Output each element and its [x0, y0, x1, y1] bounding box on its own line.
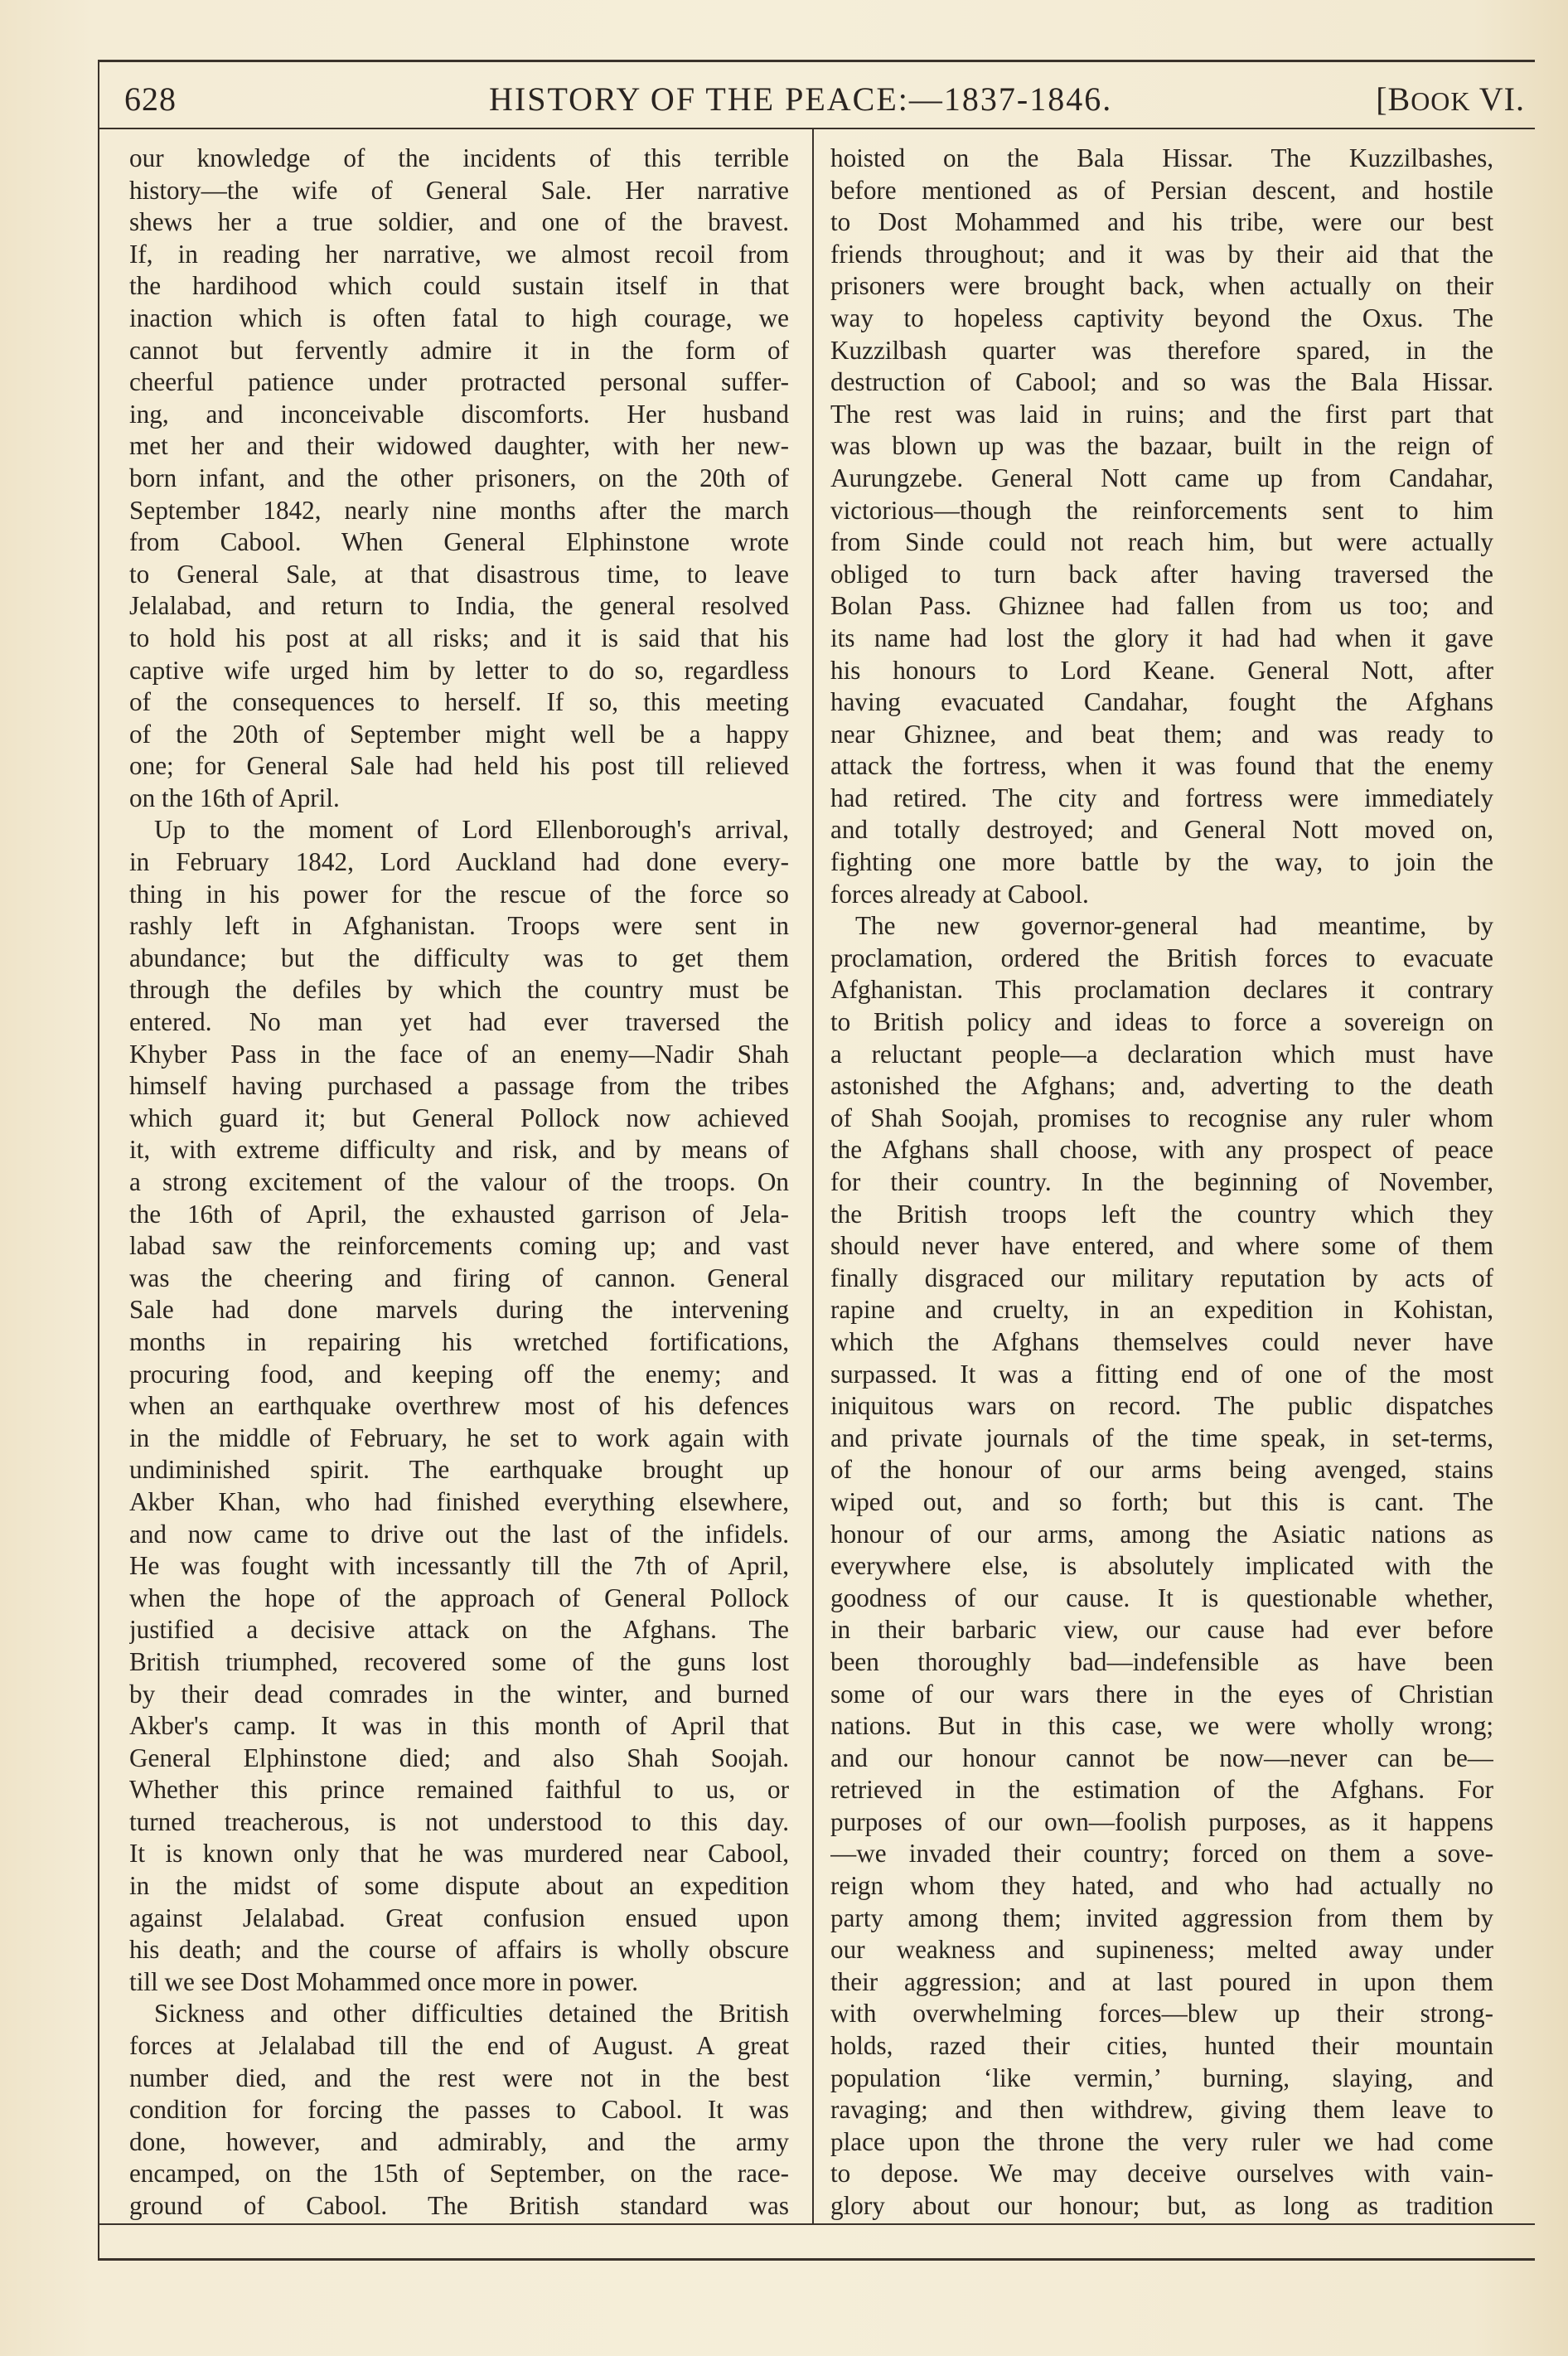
text-line: had retired. The city and fortress were immediately [830, 783, 1493, 812]
text-line: Sickness and other difficulties detained the British [154, 1999, 789, 2029]
text-line: prisoners were brought back, when actually on their [830, 271, 1493, 301]
text-line: Jelalabad, and return to India, the general resolved [129, 591, 789, 621]
text-line: finally disgraced our military reputation by acts of [830, 1263, 1493, 1292]
text-line: in the midst of some dispute about an expedition [129, 1871, 789, 1901]
text-line: forces at Jelalabad till the end of August. A great [129, 2031, 789, 2061]
text-line: having evacuated Candahar, fought the Afghans [830, 687, 1493, 717]
text-line: was blown up was the bazaar, built in the reign of [830, 431, 1493, 461]
text-line: obliged to turn back after having traversed the [830, 559, 1493, 589]
text-line: surpassed. It was a fitting end of one of the most [830, 1359, 1493, 1389]
text-line: ravaging; and then withdrew, giving them leave to [830, 2095, 1493, 2125]
text-line: which the Afghans themselves could never have [830, 1326, 1493, 1356]
text-line: reign whom they hated, and who had actually no [830, 1871, 1493, 1901]
text-line: some of our wars there in the eyes of Christian [830, 1679, 1493, 1709]
text-line: ground of Cabool. The British standard was [129, 2191, 789, 2220]
text-line: attack the fortress, when it was found that the enemy [830, 751, 1493, 781]
top-border-rule [98, 60, 1535, 62]
text-line: the 16th of April, the exhausted garrison of Jela- [129, 1199, 789, 1229]
text-line: our weakness and supineness; melted away under [830, 1935, 1493, 1965]
text-line: procuring food, and keeping off the enemy; and [129, 1359, 789, 1389]
text-line: The rest was laid in ruins; and the first part that [830, 399, 1493, 429]
text-line: General Elphinstone died; and also Shah Soojah. [129, 1743, 789, 1772]
text-line: iniquitous wars on record. The public dispatches [830, 1391, 1493, 1421]
running-head [124, 80, 1525, 121]
text-line: Afghanistan. This proclamation declares it contrary [830, 975, 1493, 1005]
text-line: of the 20th of September might well be a happy [129, 719, 789, 749]
text-line: done, however, and admirably, and the army [129, 2126, 789, 2156]
text-line: of the consequences to herself. If so, this meeting [129, 687, 789, 717]
text-line: of the honour of our arms being avenged, stains [830, 1455, 1493, 1485]
text-line: The new governor-general had meantime, by [855, 911, 1493, 941]
text-line: the hardihood which could sustain itself in that [129, 271, 789, 301]
text-line: encamped, on the 15th of September, on the race- [129, 2159, 789, 2189]
running-title: HISTORY OF THE PEACE:—1837-1846. [489, 80, 1113, 118]
text-line: rashly left in Afghanistan. Troops were sent in [129, 911, 789, 941]
text-line: Sale had done marvels during the intervening [129, 1295, 789, 1325]
text-line: Bolan Pass. Ghiznee had fallen from us too; and [830, 591, 1493, 621]
text-line: Akber Khan, who had finished everything elsewhere, [129, 1486, 789, 1516]
text-line: to British policy and ideas to force a sovereign on [830, 1007, 1493, 1037]
text-line: British triumphed, recovered some of the guns lost [129, 1646, 789, 1676]
text-line: history—the wife of General Sale. Her narrative [129, 175, 789, 205]
text-line: in February 1842, Lord Auckland had done every- [129, 847, 789, 877]
text-line: through the defiles by which the country must be [129, 975, 789, 1005]
text-line: entered. No man yet had ever traversed the [129, 1007, 789, 1037]
text-line: with overwhelming forces—blew up their strong- [830, 1999, 1493, 2029]
text-line: inaction which is often fatal to high courage, we [129, 303, 789, 332]
text-line: from Sinde could not reach him, but were actually [830, 527, 1493, 557]
header-rule [99, 128, 1535, 129]
text-line: undiminished spirit. The earthquake brought up [129, 1455, 789, 1485]
text-line: forces already at Cabool. [830, 879, 1089, 909]
text-line: friends throughout; and it was by their aid that the [830, 239, 1493, 269]
text-line: Akber's camp. It was in this month of April that [129, 1711, 789, 1741]
text-line: place upon the throne the very ruler we had come [830, 2126, 1493, 2156]
text-line: to depose. We may deceive ourselves with vain- [830, 2159, 1493, 2189]
bottom-inner-rule [99, 2223, 1535, 2225]
text-line: born infant, and the other prisoners, on the 20th of [129, 463, 789, 492]
text-line: months in repairing his wretched fortifications, [129, 1326, 789, 1356]
text-line: way to hopeless captivity beyond the Oxus. The [830, 303, 1493, 332]
text-line: everywhere else, is absolutely implicated with the [830, 1551, 1493, 1581]
text-line: to hold his post at all risks; and it is said that his [129, 623, 789, 652]
text-line: Whether this prince remained faithful to us, or [129, 1775, 789, 1805]
text-line: of Shah Soojah, promises to recognise any ruler whom [830, 1103, 1493, 1132]
text-line: himself having purchased a passage from the tribes [129, 1071, 789, 1101]
text-line: justified a decisive attack on the Afghans. The [129, 1615, 789, 1645]
text-line: its name had lost the glory it had had when it gave [830, 623, 1493, 652]
book-label-number: VI. [1470, 80, 1525, 118]
text-line: when the hope of the approach of General Pollock [129, 1583, 789, 1612]
text-line: to Dost Mohammed and his tribe, were our best [830, 207, 1493, 237]
text-line: one; for General Sale had held his post till relieved [129, 751, 789, 781]
text-line: cannot but fervently admire it in the form of [129, 335, 789, 365]
left-border-rule [98, 60, 99, 2261]
text-line: astonished the Afghans; and, adverting to the death [830, 1071, 1493, 1101]
book-label [1376, 80, 1525, 119]
text-line: If, in reading her narrative, we almost recoil from [129, 239, 789, 269]
text-line: turned treacherous, is not understood to this day. [129, 1806, 789, 1836]
text-line: by their dead comrades in the winter, and burned [129, 1679, 789, 1709]
text-line: destruction of Cabool; and so was the Bala Hissar. [830, 367, 1493, 397]
text-line: He was fought with incessantly till the 7th of April, [129, 1551, 789, 1581]
book-label-smallcaps: OOK [1411, 86, 1471, 116]
text-line: before mentioned as of Persian descent, and hostile [830, 175, 1493, 205]
text-line: and now came to drive out the last of the infidels. [129, 1519, 789, 1549]
text-line: their aggression; and at last poured in upon them [830, 1966, 1493, 1996]
text-line: against Jelalabad. Great confusion ensued upon [129, 1903, 789, 1932]
text-line: in the middle of February, he set to work again with [129, 1423, 789, 1452]
text-line: met her and their widowed daughter, with her new- [129, 431, 789, 461]
text-line: his death; and the course of affairs is wholly obscure [129, 1935, 789, 1965]
text-line: our knowledge of the incidents of this terrible [129, 143, 789, 172]
text-line: when an earthquake overthrew most of his defences [129, 1391, 789, 1421]
text-line: for their country. In the beginning of November, [830, 1167, 1493, 1196]
text-line: should never have entered, and where some of them [830, 1231, 1493, 1261]
bottom-border-rule [98, 2258, 1535, 2261]
text-line: captive wife urged him by letter to do so, regardless [129, 655, 789, 685]
text-line: been thoroughly bad—indefensible as have been [830, 1646, 1493, 1676]
page-number: 628 [124, 80, 177, 118]
text-line: labad saw the reinforcements coming up; and vast [129, 1231, 789, 1261]
text-line: the Afghans shall choose, with any prospect of peace [830, 1135, 1493, 1165]
text-line: —we invaded their country; forced on them a sove- [830, 1839, 1493, 1869]
text-line: party among them; invited aggression from them by [830, 1903, 1493, 1932]
text-line: rapine and cruelty, in an expedition in Kohistan, [830, 1295, 1493, 1325]
text-line: September 1842, nearly nine months after the march [129, 495, 789, 525]
text-line: it, with extreme difficulty and risk, and by means of [129, 1135, 789, 1165]
text-line: and totally destroyed; and General Nott moved on, [830, 815, 1493, 845]
text-line: and our honour cannot be now—never can be— [830, 1743, 1493, 1772]
text-line: hoisted on the Bala Hissar. The Kuzzilbashes, [830, 143, 1493, 172]
text-line: Aurungzebe. General Nott came up from Candahar, [830, 463, 1493, 492]
text-line: the British troops left the country which they [830, 1199, 1493, 1229]
text-line: victorious—though the reinforcements sent to him [830, 495, 1493, 525]
text-line: population ‘like vermin,’ burning, slaying, and [830, 2063, 1493, 2092]
text-line: his honours to Lord Keane. General Nott, after [830, 655, 1493, 685]
text-line: which guard it; but General Pollock now achieved [129, 1103, 789, 1132]
left-text-column [129, 143, 789, 2223]
text-line: fighting one more battle by the way, to join the [830, 847, 1493, 877]
text-line: honour of our arms, among the Asiatic nations as [830, 1519, 1493, 1549]
text-line: ing, and inconceivable discomforts. Her husband [129, 399, 789, 429]
text-line: condition for forcing the passes to Cabool. It was [129, 2095, 789, 2125]
text-line: It is known only that he was murdered near Cabool, [129, 1839, 789, 1869]
text-line: glory about our honour; but, as long as tradition [830, 2191, 1493, 2220]
text-line: Khyber Pass in the face of an enemy—Nadir Shah [129, 1039, 789, 1069]
text-line: number died, and the rest were not in the best [129, 2063, 789, 2092]
text-line: thing in his power for the rescue of the force so [129, 879, 789, 909]
text-line: in their barbaric view, our cause had ever before [830, 1615, 1493, 1645]
text-line: proclamation, ordered the British forces to evacuate [830, 943, 1493, 972]
text-line: Kuzzilbash quarter was therefore spared, in the [830, 335, 1493, 365]
column-divider-rule [812, 129, 814, 2223]
text-line: a reluctant people—a declaration which must have [830, 1039, 1493, 1069]
text-line: nations. But in this case, we were wholly wrong; [830, 1711, 1493, 1741]
text-line: holds, razed their cities, hunted their mountain [830, 2031, 1493, 2061]
text-line: purposes of our own—foolish purposes, as it happens [830, 1806, 1493, 1836]
text-line: and private journals of the time speak, in set-terms, [830, 1423, 1493, 1452]
text-line: cheerful patience under protracted personal suffer- [129, 367, 789, 397]
book-label-prefix: [B [1376, 80, 1411, 118]
text-line: wiped out, and so forth; but this is cant. The [830, 1486, 1493, 1516]
text-line: shews her a true soldier, and one of the bravest. [129, 207, 789, 237]
text-line: a strong excitement of the valour of the troops. On [129, 1167, 789, 1196]
text-line: till we see Dost Mohammed once more in power. [129, 1966, 639, 1996]
text-line: on the 16th of April. [129, 783, 340, 812]
text-line: retrieved in the estimation of the Afghans. For [830, 1775, 1493, 1805]
text-line: to General Sale, at that disastrous time, to leave [129, 559, 789, 589]
text-line: near Ghiznee, and beat them; and was ready to [830, 719, 1493, 749]
text-line: Up to the moment of Lord Ellenborough's arrival, [154, 815, 789, 845]
text-line: from Cabool. When General Elphinstone wrote [129, 527, 789, 557]
text-line: abundance; but the difficulty was to get them [129, 943, 789, 972]
right-text-column [830, 143, 1493, 2223]
text-line: was the cheering and firing of cannon. General [129, 1263, 789, 1292]
text-line: goodness of our cause. It is questionable whether, [830, 1583, 1493, 1612]
